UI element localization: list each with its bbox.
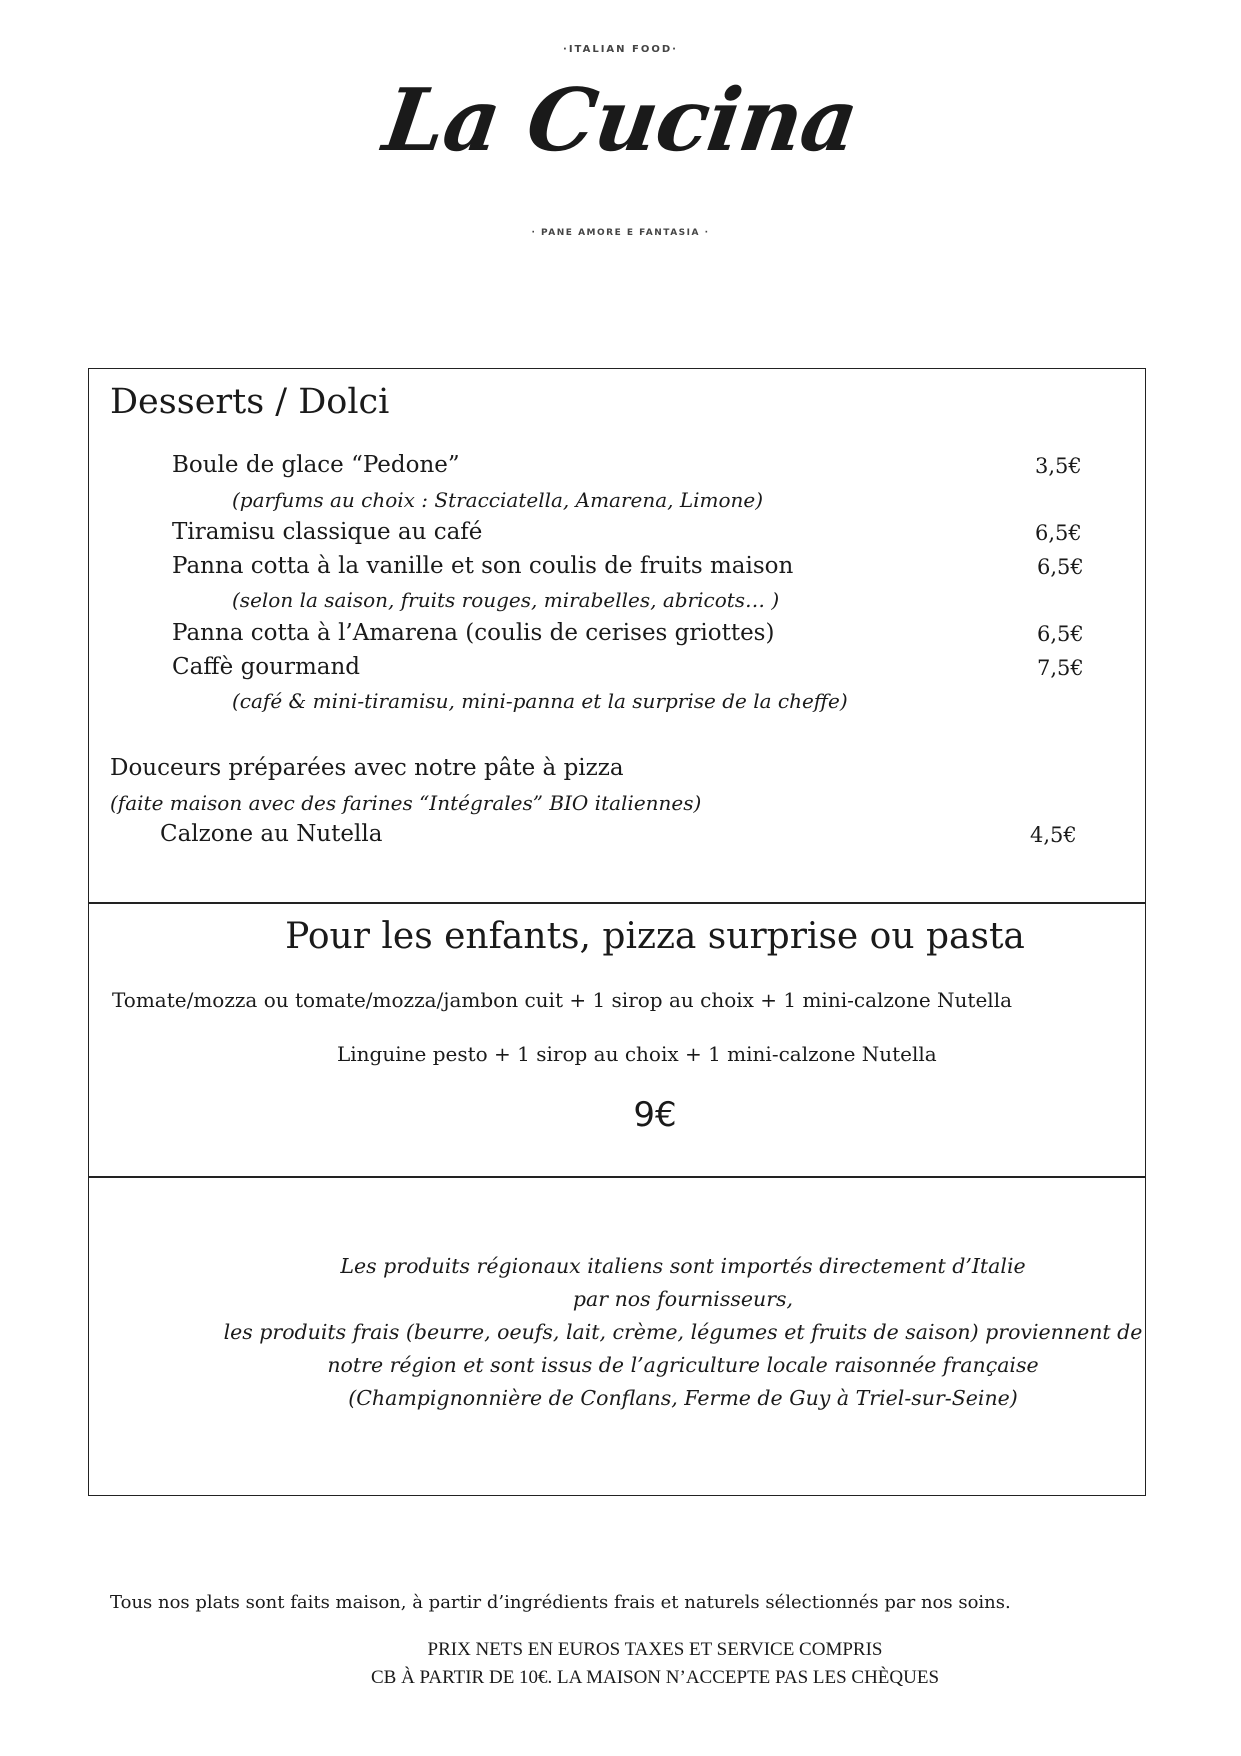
menu-item-note: (parfums au choix : Stracciatella, Amarena, Limone)	[232, 488, 764, 512]
sourcing-statement	[88, 1250, 1241, 1415]
pizza-dough-note: (faite maison avec des farines “Intégrales” BIO italiennes)	[110, 791, 702, 815]
menu-item-price: 7,5€	[1037, 656, 1084, 680]
menu-item-name: Panna cotta à la vanille et son coulis de fruits maison	[172, 553, 794, 579]
sourcing-line: (Champignonnière de Conflans, Ferme de Guy à Triel-sur-Seine)	[348, 1386, 1018, 1410]
pizza-dough-heading: Douceurs préparées avec notre pâte à pizza	[110, 755, 624, 781]
sourcing-line: par nos fournisseurs,	[572, 1287, 794, 1311]
legal-notice	[0, 1636, 1241, 1692]
legal-line: CB À PARTIR DE 10€. LA MAISON N’ACCEPTE PAS LES CHÈQUES	[370, 1667, 940, 1688]
desserts-heading: Desserts / Dolci	[110, 382, 390, 422]
menu-item-name: Calzone au Nutella	[160, 821, 383, 847]
kids-option: Linguine pesto + 1 sirop au choix + 1 mini-calzone Nutella	[337, 1042, 937, 1066]
menu-item-price: 3,5€	[1035, 454, 1082, 478]
kids-price: 9€	[633, 1095, 677, 1135]
menu-item-price: 6,5€	[1037, 555, 1084, 579]
menu-item-name: Panna cotta à l’Amarena (coulis de cerises griottes)	[172, 620, 775, 646]
legal-line: PRIX NETS EN EUROS TAXES ET SERVICE COMPRIS	[427, 1639, 883, 1660]
menu-item-name: Tiramisu classique au café	[172, 519, 483, 545]
kids-heading: Pour les enfants, pizza surprise ou pasta	[285, 916, 1025, 957]
sourcing-line: les produits frais (beurre, oeufs, lait, crème, légumes et fruits de saison) proviennent de	[223, 1320, 1143, 1344]
menu-item-note: (selon la saison, fruits rouges, mirabelles, abricots… )	[232, 588, 780, 612]
homemade-note: Tous nos plats sont faits maison, à partir d’ingrédients frais et naturels sélectionnés par nos soins.	[110, 1592, 1011, 1613]
menu-item-price: 6,5€	[1037, 622, 1084, 646]
sourcing-line: Les produits régionaux italiens sont importés directement d’Italie	[340, 1254, 1026, 1278]
menu-item-price: 6,5€	[1035, 521, 1082, 545]
menu-item-name: Caffè gourmand	[172, 654, 361, 680]
menu-item-note: (café & mini-tiramisu, mini-panna et la surprise de la cheffe)	[232, 689, 848, 713]
menu-item-price: 4,5€	[1030, 823, 1077, 847]
logo-tagline: · PANE AMORE E FANTASIA ·	[531, 228, 710, 238]
restaurant-logo: La Cucina	[377, 70, 864, 171]
menu-item-name: Boule de glace “Pedone”	[172, 452, 460, 478]
logo-top-line: ·ITALIAN FOOD·	[563, 44, 678, 55]
kids-option: Tomate/mozza ou tomate/mozza/jambon cuit + 1 sirop au choix + 1 mini-calzone Nutella	[112, 988, 1013, 1012]
sourcing-line: notre région et sont issus de l’agriculture locale raisonnée française	[327, 1353, 1039, 1377]
